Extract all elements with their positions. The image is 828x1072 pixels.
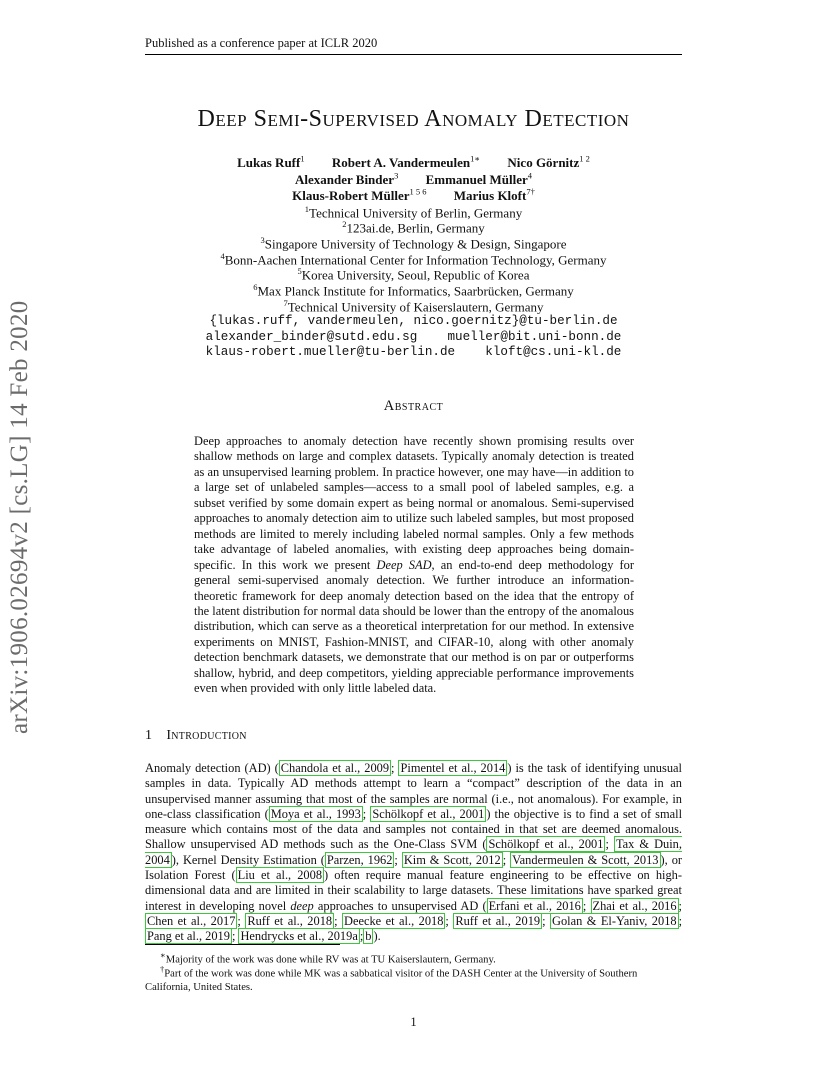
affiliation: $^5$Korea University, Seoul, Republic of Korea	[297, 266, 530, 283]
citation-link[interactable]: Liu et al., 2008	[237, 868, 323, 883]
citation-link[interactable]: Moya et al., 1993	[270, 806, 361, 821]
citation-link[interactable]: Tax & Duin, 2004	[145, 837, 682, 867]
affiliation: $^2$123ai.de, Berlin, Germany	[342, 219, 485, 236]
affiliation: $^7$Technical University of Kaiserslautern, Germany	[283, 298, 544, 315]
footnote: ∗Majority of the work was done while RV was at TU Kaiserslautern, Germany.	[160, 950, 496, 966]
author: Marius Kloft$^{7\dagger}$	[453, 187, 535, 204]
intro-text: approaches to unsupervised AD (	[313, 898, 487, 913]
intro-text: ;	[237, 913, 246, 928]
intro-text: ;	[334, 913, 343, 928]
citation-link[interactable]: Pimentel et al., 2014	[400, 761, 506, 775]
running-head: Published as a conference paper at ICLR 2020	[145, 36, 378, 50]
author: Robert A. Vandermeulen$^{1∗}$	[331, 154, 481, 171]
citation-link[interactable]: Deecke et al., 2018	[344, 913, 444, 928]
paper-title: Deep Semi-Supervised Anomaly Detection	[197, 106, 630, 132]
intro-text: ;	[394, 852, 402, 867]
author-line	[145, 154, 682, 171]
emphasis-text: deep	[290, 898, 314, 913]
intro-text: ;	[231, 929, 239, 944]
citation-link[interactable]: b	[365, 929, 372, 944]
citation-link[interactable]: Chen et al., 2017	[147, 913, 236, 928]
introduction-paragraph	[145, 761, 682, 945]
affiliation: $^3$Singapore University of Technology & Design, Singapore	[260, 235, 567, 252]
affiliation: $^1$Technical University of Berlin, Germany	[304, 204, 523, 221]
abstract-heading: Abstract	[383, 398, 444, 414]
email-line: alexander_binder@sutd.edu.sg mueller@bit.uni-bonn.de	[205, 330, 622, 344]
author: Emmanuel Müller$^4$	[425, 171, 532, 188]
intro-text: ;	[502, 852, 511, 867]
header-rule	[145, 54, 682, 55]
affiliation: $^4$Bonn-Aachen International Center for Information Technology, Germany	[220, 251, 607, 268]
intro-text: ) the objective is to find a set of small measure which contains most of the data and samples not contained in that set are deemed anomalous. Shallow unsupervised AD methods such as the One-Class SVM (	[145, 806, 683, 852]
intro-text: ;	[359, 929, 364, 944]
footnote-rule	[145, 944, 340, 945]
footnote: †Part of the work was done while MK was a sabbatical visitor of the DASH Center at the University of Southern California, United States.	[145, 964, 638, 993]
citation-link[interactable]: Golan & El-Yaniv, 2018	[552, 913, 677, 928]
citation-link[interactable]: Zhai et al., 2016	[592, 898, 677, 913]
citation-link[interactable]: Schölkopf et al., 2001	[488, 837, 604, 852]
intro-text: ), or Isolation Forest (	[145, 852, 683, 883]
intro-text: ;	[391, 761, 399, 775]
citation-link[interactable]: Chandola et al., 2009	[280, 761, 390, 775]
author: Alexander Binder$^3$	[294, 171, 399, 188]
intro-text: ;	[362, 806, 371, 821]
intro-text: ;	[542, 913, 551, 928]
author: Lukas Ruff$^1$	[237, 154, 305, 171]
arxiv-stamp: arXiv:1906.02694v2 [cs.LG] 14 Feb 2020	[6, 300, 33, 734]
page-number: 1	[410, 1015, 417, 1029]
email-line: {lukas.ruff, vandermeulen, nico.goernitz}@tu-berlin.de	[209, 314, 618, 328]
citation-link[interactable]: Vandermeulen & Scott, 2013	[512, 852, 659, 867]
abstract-body: Deep approaches to anomaly detection have recently shown promising results over shallow methods on large and complex datasets. Typically anomaly detection is treated as an unsupervised learning problem. In practice however, one may have—in addition to a large set of unlabeled samples—access to a small pool of labeled samples, e.g. a subset verified by some domain expert as being normal or anomalous. Semi-supervised approaches to anomaly detection aim to utilize such labeled samples, but most proposed methods are limited to merely including labeled normal samples. Only a few methods take advantage of labeled anomalies, with existing deep approaches being domain-specific. In this work we present Deep SAD, an end-to-end deep methodology for general semi-supervised anomaly detection. We further introduce an information-theoretic framework for deep anomaly detection based on the idea that the entropy of the latent distribution for normal data should be lower than the entropy of the anomalous distribution, which can serve as a theoretical interpretation for our method. In extensive experiments on MNIST, Fashion-MNIST, and CIFAR-10, along with other anomaly detection benchmark datasets, we demonstrate that our method is on par or outperforms shallow, hybrid, and deep competitors, yielding appreciable performance improvements even when provided with only little labeled data.	[194, 434, 634, 696]
intro-text: ) is the task of identifying unusual samples in data. Typically AD methods attempt to learn a “compact” description of the data in an unsupervised manner assuming that most of the samples are normal (i.e., not anomalous). For example, in one-class classification (	[145, 761, 682, 821]
intro-text: ), Kernel Density Estimation (	[171, 852, 325, 867]
citation-link[interactable]: Hendrycks et al., 2019a	[240, 929, 358, 944]
citation-link[interactable]: Ruff et al., 2019	[455, 913, 541, 928]
author-line	[145, 187, 682, 204]
intro-text: ;	[582, 898, 591, 913]
citation-link[interactable]: Schölkopf et al., 2001	[372, 806, 485, 821]
intro-text: ).	[373, 929, 381, 944]
citation-link[interactable]: Pang et al., 2019	[147, 929, 230, 944]
intro-text: ) often require manual feature engineering to be effective on high-dimensional data and are limited in their scalability to large datasets. These limitations have sparked great interest in developing novel	[145, 868, 682, 913]
citation-link[interactable]: Parzen, 1962	[326, 852, 393, 867]
author: Klaus-Robert Müller$^{1 5 6}$	[292, 187, 427, 204]
author: Nico Görnitz$^{1 2}$	[507, 154, 590, 171]
citation-link[interactable]: Ruff et al., 2018	[247, 913, 333, 928]
citation-link[interactable]: Kim & Scott, 2012	[403, 852, 501, 867]
affiliation: $^6$Max Planck Institute for Informatics, Saarbrücken, Germany	[253, 282, 574, 299]
method-name: Deep SAD	[376, 557, 432, 572]
email-line: klaus-robert.mueller@tu-berlin.de kloft@cs.uni-kl.de	[205, 345, 622, 359]
intro-text: Anomaly detection (AD) (	[145, 761, 279, 775]
section-heading: 1 Introduction	[145, 728, 247, 743]
citation-link[interactable]: Erfani et al., 2016	[488, 898, 581, 913]
intro-text: ;	[445, 913, 454, 928]
intro-text: ;	[678, 913, 683, 928]
author-line	[145, 171, 682, 188]
intro-text: ;	[678, 898, 682, 913]
intro-text: ;	[605, 837, 614, 852]
